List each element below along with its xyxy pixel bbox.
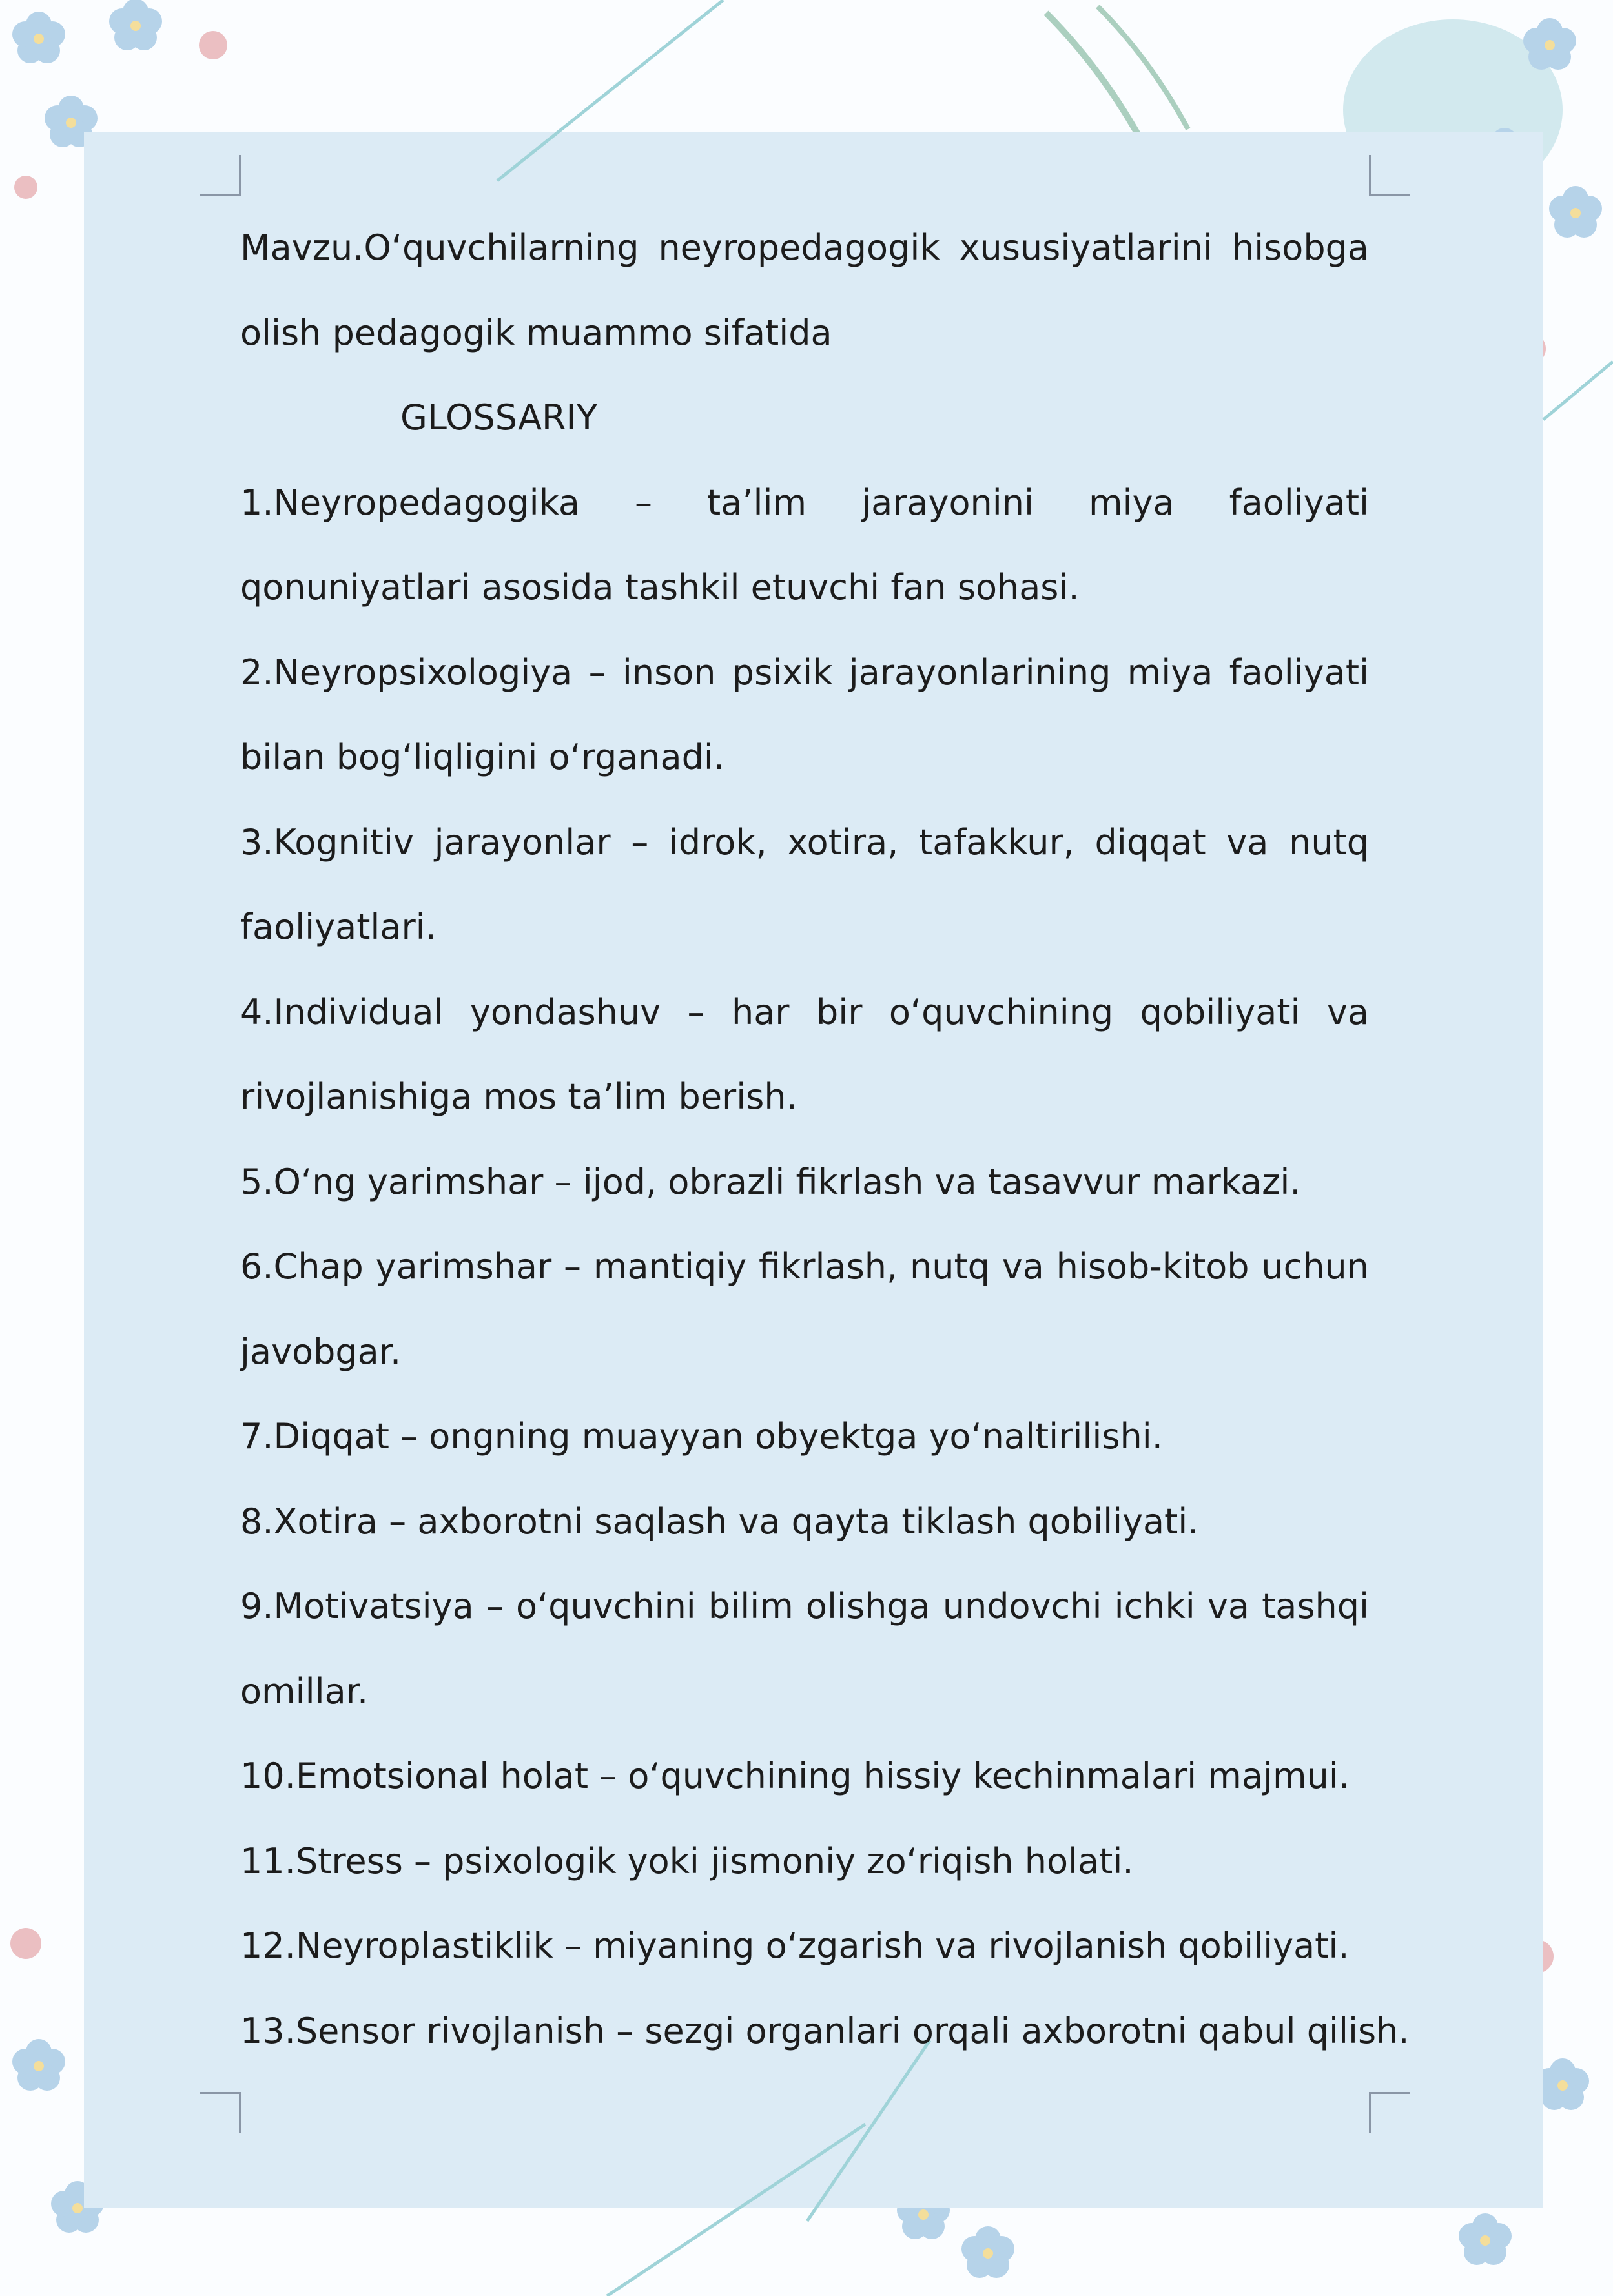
glossary-entry-8: 8.Xotira – axborotni saqlash va qayta tiklash qobiliyati. [240,1501,1199,1542]
glossary-entry-6: 6.Chap yarimshar – mantiqiy fikrlash, nutq va hisob-kitob uchun javobgar. [240,1246,1369,1372]
glossary-entry-1: 1.Neyropedagogika – ta’lim jarayonini miya faoliyati qonuniyatlari asosida tashkil etuvchi fan sohasi. [240,482,1369,608]
document-title: Mavzu.O‘quvchilarning neyropedagogik xususiyatlarini hisobga olish pedagogik muammo sifatida [240,227,1369,353]
glossary-entry-10: 10.Emotsional holat – o‘quvchining hissiy kechinmalari majmui. [240,1756,1350,1796]
glossary-entry-4: 4.Individual yondashuv – har bir o‘quvchining qobiliyati va rivojlanishiga mos ta’lim berish. [240,991,1369,1117]
glossary-entry-5: 5.O‘ng yarimshar – ijod, obrazli fikrlash va tasavvur markazi. [240,1161,1301,1202]
corner-mark-top-right-icon [1369,155,1410,196]
glossary-entry-3: 3.Kognitiv jarayonlar – idrok, xotira, tafakkur, diqqat va nutq faoliyatlari. [240,821,1369,947]
corner-mark-bottom-left-icon [200,2092,241,2133]
document-body [240,205,1410,2073]
glossary-entry-2: 2.Neyropsixologiya – inson psixik jarayonlarining miya faoliyati bilan bog‘liqligini o‘rganadi. [240,651,1369,777]
glossary-entry-12: 12.Neyroplastiklik – miyaning o‘zgarish va rivojlanish qobiliyati. [240,1925,1350,1966]
glossary-entry-13: 13.Sensor rivojlanish – sezgi organlari orqali axborotni qabul qilish. [240,2010,1410,2051]
glossary-entry-9: 9.Motivatsiya – o‘quvchini bilim olishga undovchi ichki va tashqi omillar. [240,1586,1369,1712]
glossary-entry-7: 7.Diqqat – ongning muayyan obyektga yo‘naltirilishi. [240,1416,1163,1457]
corner-mark-top-left-icon [200,155,241,196]
glossary-heading: GLOSSARIY [400,397,598,438]
corner-mark-bottom-right-icon [1369,2092,1410,2133]
glossary-entry-11: 11.Stress – psixologik yoki jismoniy zo‘riqish holati. [240,1840,1134,1881]
